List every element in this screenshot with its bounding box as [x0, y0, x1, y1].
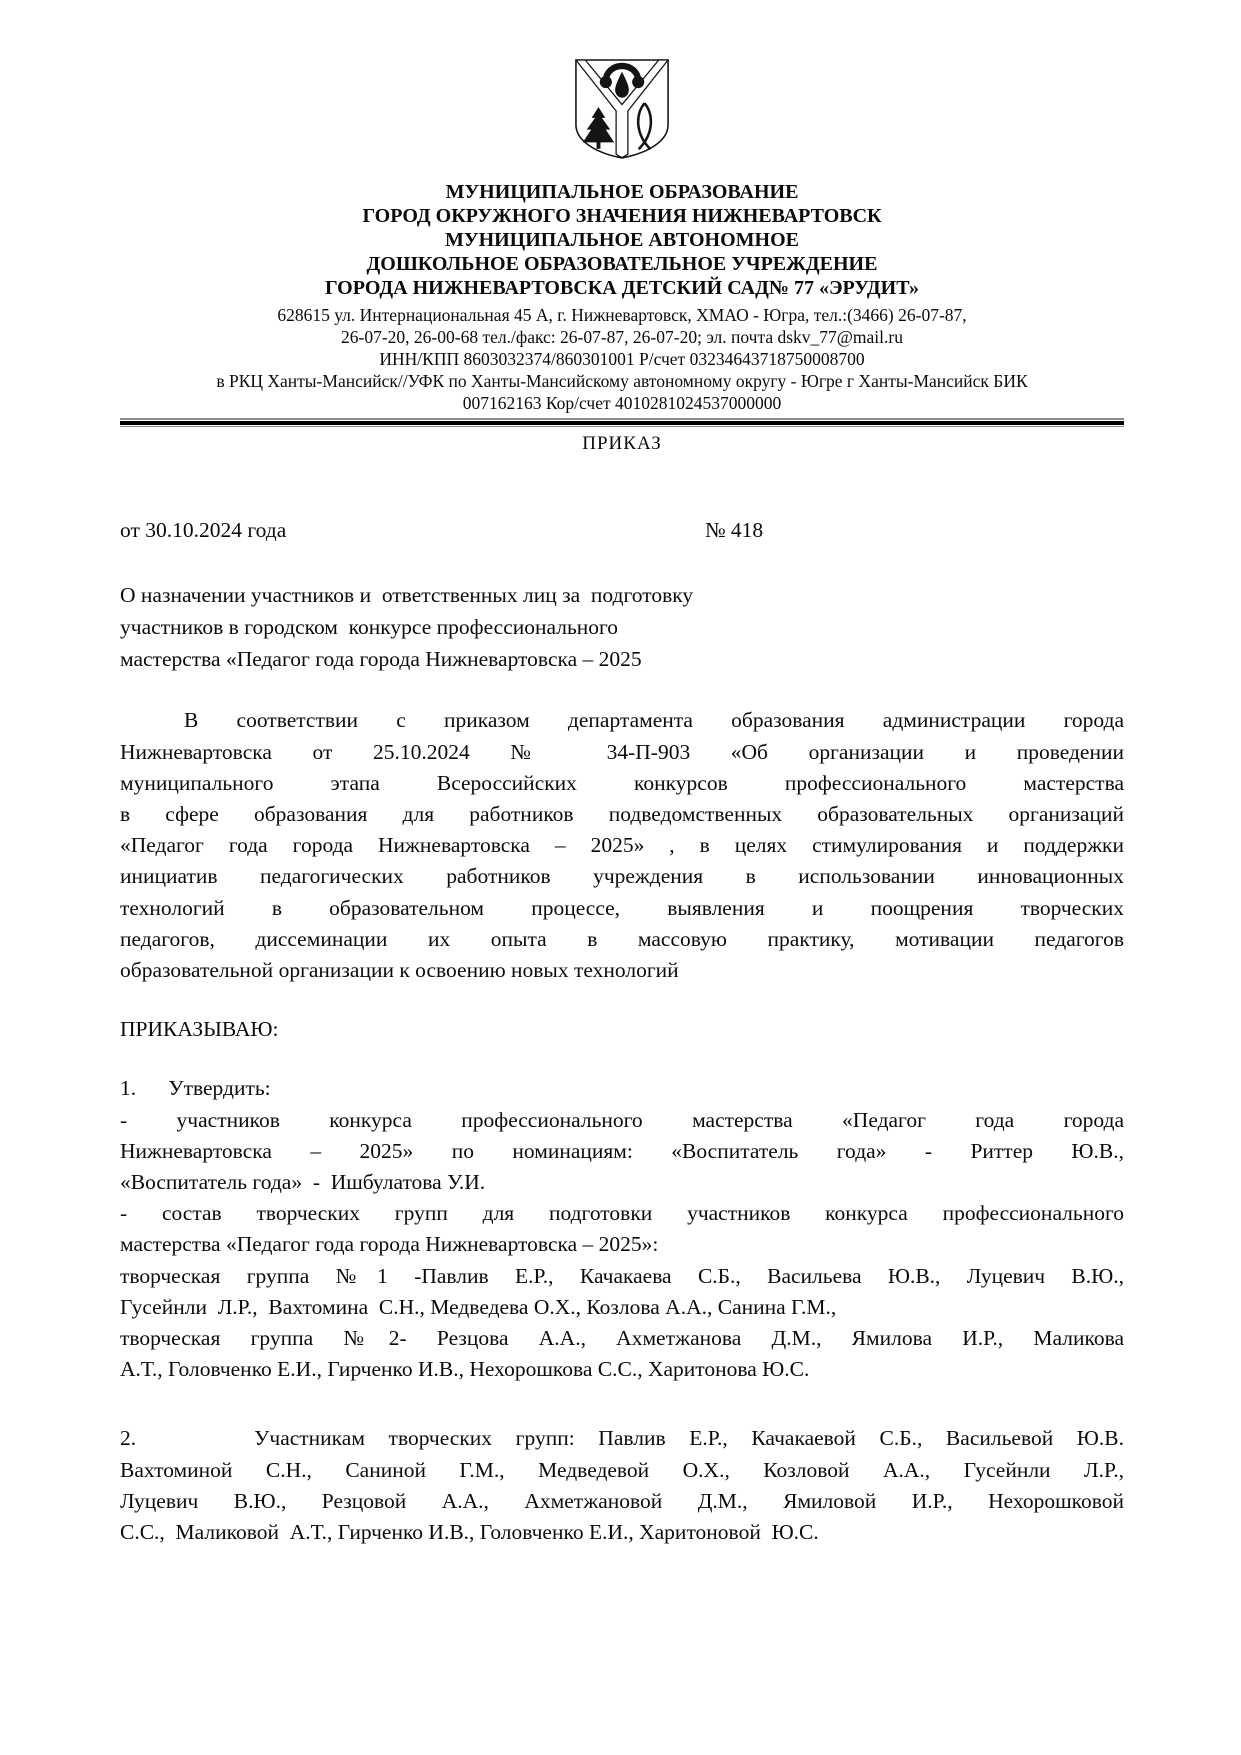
org-header-line: МУНИЦИПАЛЬНОЕ ОБРАЗОВАНИЕ [445, 181, 799, 203]
order-date: от 30.10.2024 года [120, 518, 287, 542]
order-date-row [120, 516, 1124, 544]
org-header-line: ГОРОД ОКРУЖНОГО ЗНАЧЕНИЯ НИЖНЕВАРТОВСК [362, 205, 882, 227]
order-number: № 418 [705, 518, 764, 542]
item1-line: - состав творческих групп для подготовки участников конкурса профессионального [120, 1201, 1124, 1226]
item1-line: 1. Утвердить: [120, 1076, 271, 1101]
item1-line: - участников конкурса профессионального мастерства «Педагог года города [120, 1107, 1124, 1132]
preamble-line: инициатив педагогических работников учреждения в использовании инновационных [120, 864, 1124, 889]
preamble-line: «Педагог года города Нижневартовска – 2025» , в целях стимулирования и поддержки [120, 833, 1124, 858]
organization-header [120, 180, 1124, 300]
subject-line: мастерства «Педагог года города Нижневартовска – 2025 [120, 646, 642, 671]
order-item-2 [120, 1423, 1124, 1548]
org-header-line: ДОШКОЛЬНОЕ ОБРАЗОВАТЕЛЬНОЕ УЧРЕЖДЕНИЕ [366, 253, 878, 275]
item1-line: «Воспитатель года» - Ишбулатова У.И. [120, 1170, 486, 1195]
item1-line: Гусейнли Л.Р., Вахтомина С.Н., Медведева О.Х., Козлова А.А., Санина Г.М., [120, 1294, 837, 1319]
item1-line: творческая группа №2- Резцова А.А., Ахметжанова Д.М., Ямилова И.Р., Маликова [120, 1326, 1124, 1351]
contact-line: в РКЦ Ханты-Мансийск//УФК по Ханты-Мансийскому автономному округу - Югре г Ханты-Мансийск БИК [216, 371, 1028, 391]
resolution-word: ПРИКАЗЫВАЮ: [120, 1017, 279, 1042]
contact-line: ИНН/КПП 8603032374/860301001 Р/счет 03234643718750008700 [379, 349, 865, 369]
item2-line: 2. Участникам творческих групп: Павлив Е.Р., Качакаевой С.Б., Васильевой Ю.В. [120, 1426, 1124, 1451]
contact-line: 26-07-20, 26-00-68 тел./факс: 26-07-87, 26-07-20; эл. почта dskv_77@mail.ru [341, 327, 903, 347]
item1-line: А.Т., Головченко Е.И., Гирченко И.В., Нехорошкова С.С., Харитонова Ю.С. [120, 1357, 810, 1382]
contact-line: 628615 ул. Интернациональная 45 А, г. Нижневартовск, ХМАО - Югра, тел.:(3466) 26-07-87, [277, 305, 967, 325]
preamble-line: Нижневартовска от 25.10.2024 № 34-П-903 «Об организации и проведении [120, 739, 1124, 764]
preamble-line: образовательной организации к освоению новых технологий [120, 958, 679, 983]
org-header-line: ГОРОДА НИЖНЕВАРТОВСКА ДЕТСКИЙ САД№ 77 «ЭРУДИТ» [324, 277, 920, 299]
order-subject [120, 580, 1124, 675]
contact-line: 007162163 Кор/счет 4010281024537000000 [462, 393, 782, 413]
item2-line: Вахтоминой С.Н., Саниной Г.М., Медведевой О.Х., Козловой А.А., Гусейнли Л.Р., [120, 1457, 1124, 1482]
preamble-line: технологий в образовательном процессе, выявления и поощрения творческих [120, 895, 1124, 920]
order-item-1 [120, 1073, 1124, 1385]
item2-line: Луцевич В.Ю., Резцовой А.А., Ахметжановой Д.М., Ямиловой И.Р., Нехорошковой [120, 1488, 1124, 1513]
item1-line: мастерства «Педагог года города Нижневартовска – 2025»: [120, 1232, 659, 1257]
order-title: ПРИКАЗ [582, 433, 662, 454]
preamble-line: В соответствии с приказом департамента образования администрации города [184, 708, 1124, 733]
preamble-line: муниципального этапа Всероссийских конкурсов профессионального мастерства [120, 770, 1124, 795]
coat-of-arms-icon [573, 58, 671, 160]
org-header-line: МУНИЦИПАЛЬНОЕ АВТОНОМНОЕ [445, 229, 799, 251]
preamble-line: педагогов, диссеминации их опыта в массовую практику, мотивации педагогов [120, 926, 1124, 951]
header-separator-rule [120, 418, 1124, 427]
preamble-line: в сфере образования для работников подведомственных образовательных организаций [120, 802, 1124, 826]
subject-line: О назначении участников и ответственных лиц за подготовку [120, 583, 694, 607]
organization-contacts [120, 304, 1124, 414]
order-preamble [120, 705, 1124, 986]
item1-line: творческая группа №1 -Павлив Е.Р., Качакаева С.Б., Васильева Ю.В., Луцевич В.Ю., [120, 1263, 1124, 1288]
subject-line: участников в городском конкурсе профессионального [120, 614, 619, 639]
coat-of-arms-nizhnevartovsk [120, 58, 1124, 160]
item1-line: Нижневартовска – 2025» по номинациям: «Воспитатель года» - Риттер Ю.В., [120, 1138, 1124, 1163]
item2-line: С.С., Маликовой А.Т., Гирченко И.В., Головченко Е.И., Харитоновой Ю.С. [120, 1520, 819, 1545]
